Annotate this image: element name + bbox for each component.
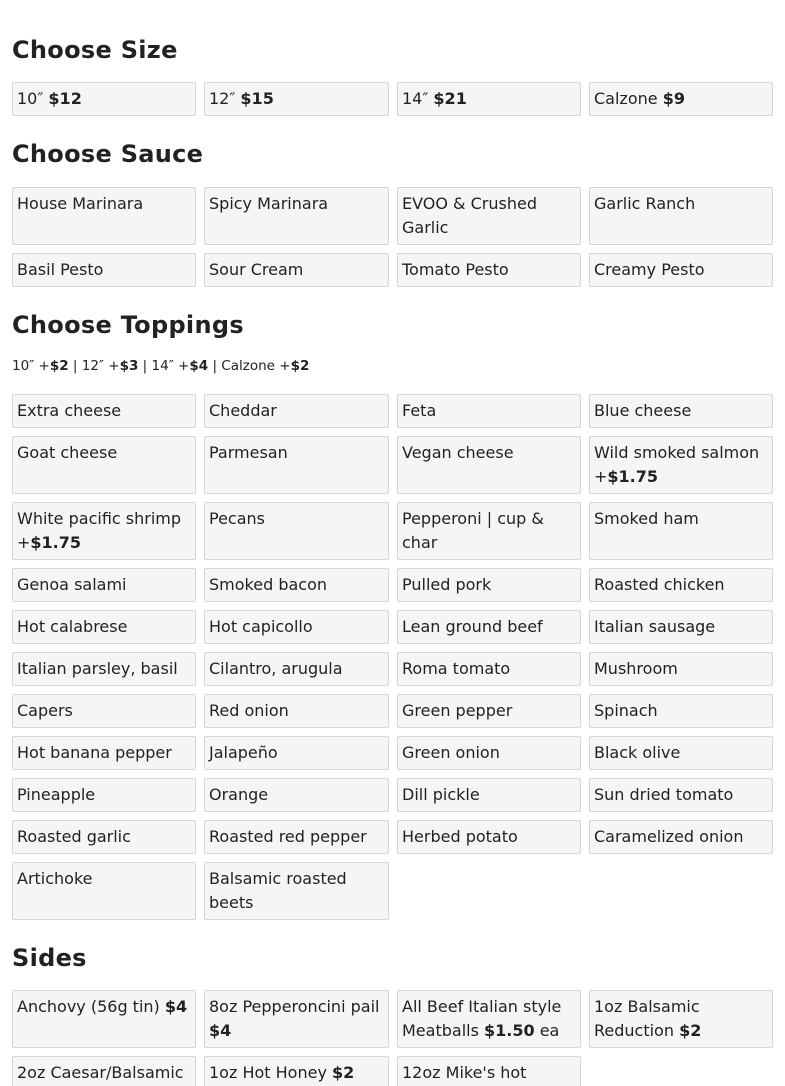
side-option[interactable]: 12oz Mike's hot [397, 1056, 581, 1086]
topping-option[interactable]: Smoked ham [589, 502, 773, 560]
sauce-heading: Choose Sauce [12, 140, 204, 168]
topping-option[interactable]: Hot capicollo [204, 610, 389, 644]
sauce-option[interactable]: Creamy Pesto [589, 253, 773, 287]
topping-option[interactable]: Pineapple [12, 778, 196, 812]
side-option[interactable]: Anchovy (56g tin) $4 [12, 990, 196, 1048]
topping-option[interactable]: Smoked bacon [204, 568, 389, 602]
sides-heading: Sides [12, 944, 87, 972]
sauce-option[interactable]: Spicy Marinara [204, 187, 389, 245]
topping-option[interactable]: Pepperoni | cup & char [397, 502, 581, 560]
size-option[interactable]: 14″ $21 [397, 82, 581, 116]
topping-option[interactable]: Parmesan [204, 436, 389, 494]
topping-option[interactable]: Genoa salami [12, 568, 196, 602]
topping-option[interactable]: Roasted chicken [589, 568, 773, 602]
note-price: $3 [119, 358, 139, 374]
topping-option[interactable]: Pulled pork [397, 568, 581, 602]
topping-option[interactable]: Capers [12, 694, 196, 728]
topping-option[interactable]: Extra cheese [12, 394, 196, 428]
side-option[interactable]: All Beef Italian style Meatballs $1.50 ea [397, 990, 581, 1048]
topping-option[interactable]: Black olive [589, 736, 773, 770]
note-text: | 12″ + [68, 358, 120, 374]
topping-option[interactable]: Italian parsley, basil [12, 652, 196, 686]
toppings-heading: Choose Toppings [12, 311, 244, 339]
topping-option[interactable]: Hot calabrese [12, 610, 196, 644]
topping-option[interactable]: Roasted garlic [12, 820, 196, 854]
size-heading: Choose Size [12, 36, 178, 64]
topping-option[interactable]: Red onion [204, 694, 389, 728]
topping-option[interactable]: Caramelized onion [589, 820, 773, 854]
topping-option[interactable]: Blue cheese [589, 394, 773, 428]
note-price: $2 [49, 358, 69, 374]
note-text: | 14″ + [138, 358, 190, 374]
topping-option[interactable]: Italian sausage [589, 610, 773, 644]
topping-option[interactable]: Dill pickle [397, 778, 581, 812]
topping-option[interactable]: Hot banana pepper [12, 736, 196, 770]
sauce-option[interactable]: Garlic Ranch [589, 187, 773, 245]
note-price: $4 [189, 358, 209, 374]
topping-option[interactable]: Cheddar [204, 394, 389, 428]
topping-option[interactable]: Balsamic roasted beets [204, 862, 389, 920]
topping-option[interactable]: Feta [397, 394, 581, 428]
topping-option[interactable]: Green pepper [397, 694, 581, 728]
sauce-option[interactable]: Basil Pesto [12, 253, 196, 287]
topping-option[interactable]: Lean ground beef [397, 610, 581, 644]
sauce-option[interactable]: House Marinara [12, 187, 196, 245]
size-option[interactable]: 10″ $12 [12, 82, 196, 116]
topping-option[interactable]: Vegan cheese [397, 436, 581, 494]
toppings-price-note [12, 358, 309, 374]
toppings-options [12, 394, 773, 920]
topping-option[interactable]: Herbed potato [397, 820, 581, 854]
topping-option[interactable]: Artichoke [12, 862, 196, 920]
topping-option[interactable]: Roma tomato [397, 652, 581, 686]
side-option[interactable]: 1oz Hot Honey $2 [204, 1056, 389, 1086]
topping-option[interactable]: Sun dried tomato [589, 778, 773, 812]
side-option[interactable]: 1oz Balsamic Reduction $2 [589, 990, 773, 1048]
sides-options [12, 990, 773, 1086]
topping-option[interactable]: White pacific shrimp +$1.75 [12, 502, 196, 560]
note-price: $2 [290, 358, 310, 374]
topping-option[interactable]: Mushroom [589, 652, 773, 686]
side-option[interactable]: 8oz Pepperoncini pail $4 [204, 990, 389, 1048]
size-option[interactable]: Calzone $9 [589, 82, 773, 116]
size-option[interactable]: 12″ $15 [204, 82, 389, 116]
topping-option[interactable]: Spinach [589, 694, 773, 728]
topping-option[interactable]: Wild smoked salmon +$1.75 [589, 436, 773, 494]
topping-option[interactable]: Goat cheese [12, 436, 196, 494]
side-option[interactable]: 2oz Caesar/Balsamic [12, 1056, 196, 1086]
sauce-option[interactable]: Sour Cream [204, 253, 389, 287]
topping-option[interactable]: Cilantro, arugula [204, 652, 389, 686]
sauce-option[interactable]: EVOO & Crushed Garlic [397, 187, 581, 245]
topping-option[interactable]: Roasted red pepper [204, 820, 389, 854]
note-text: 10″ + [12, 358, 50, 374]
topping-option[interactable]: Pecans [204, 502, 389, 560]
sides-section [12, 990, 773, 1086]
sauce-option[interactable]: Tomato Pesto [397, 253, 581, 287]
note-text: | Calzone + [208, 358, 291, 374]
topping-option[interactable]: Jalapeño [204, 736, 389, 770]
topping-option[interactable]: Green onion [397, 736, 581, 770]
size-options [12, 82, 773, 116]
sauce-options [12, 187, 773, 287]
topping-option[interactable]: Orange [204, 778, 389, 812]
